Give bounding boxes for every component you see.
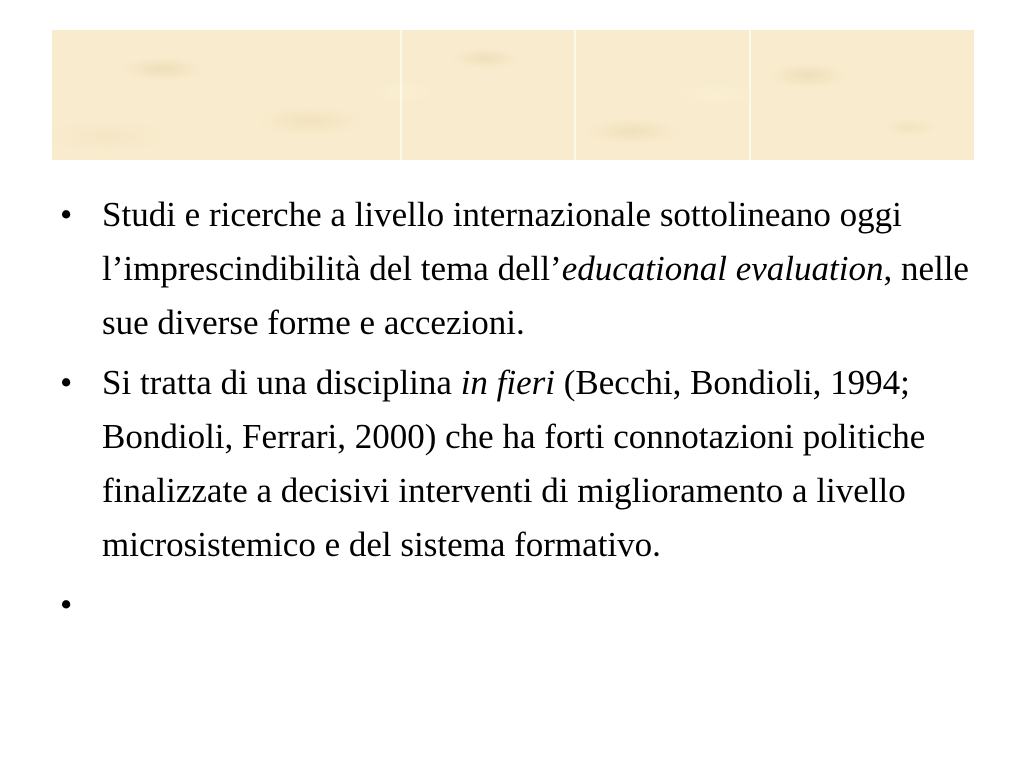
bullet-text-italic: educational evaluation <box>561 249 884 288</box>
bullet-text-part: Si tratta di una disciplina <box>102 363 461 402</box>
bullet-list <box>56 188 976 638</box>
bullet-marker: • <box>60 363 73 402</box>
bullet-marker: • <box>60 195 73 234</box>
texture-seam <box>400 30 402 160</box>
bullet-item-empty <box>56 578 976 632</box>
bullet-text-italic: in fieri <box>460 363 555 402</box>
bullet-item-discipline <box>56 356 976 572</box>
bullet-marker: • <box>60 585 73 624</box>
texture-seam <box>574 30 576 160</box>
bullet-text-part: (Becchi, Bondioli, 1994; Bondioli, Ferrari, 2000) che ha forti connotazioni politiche finalizzate a decisivi interventi di miglioramento a livello microsistemico e del sistema formativo. <box>102 363 926 564</box>
bullet-text-part: Studi e ricerche a livello internazionale sottolineano oggi l’imprescindibilità del tema dell’ <box>102 195 902 288</box>
texture-seam <box>749 30 751 160</box>
bullet-text-part: , nelle sue diverse forme e accezioni. <box>102 249 969 342</box>
title-banner-texture <box>52 30 974 160</box>
bullet-item-evaluation <box>56 188 976 350</box>
